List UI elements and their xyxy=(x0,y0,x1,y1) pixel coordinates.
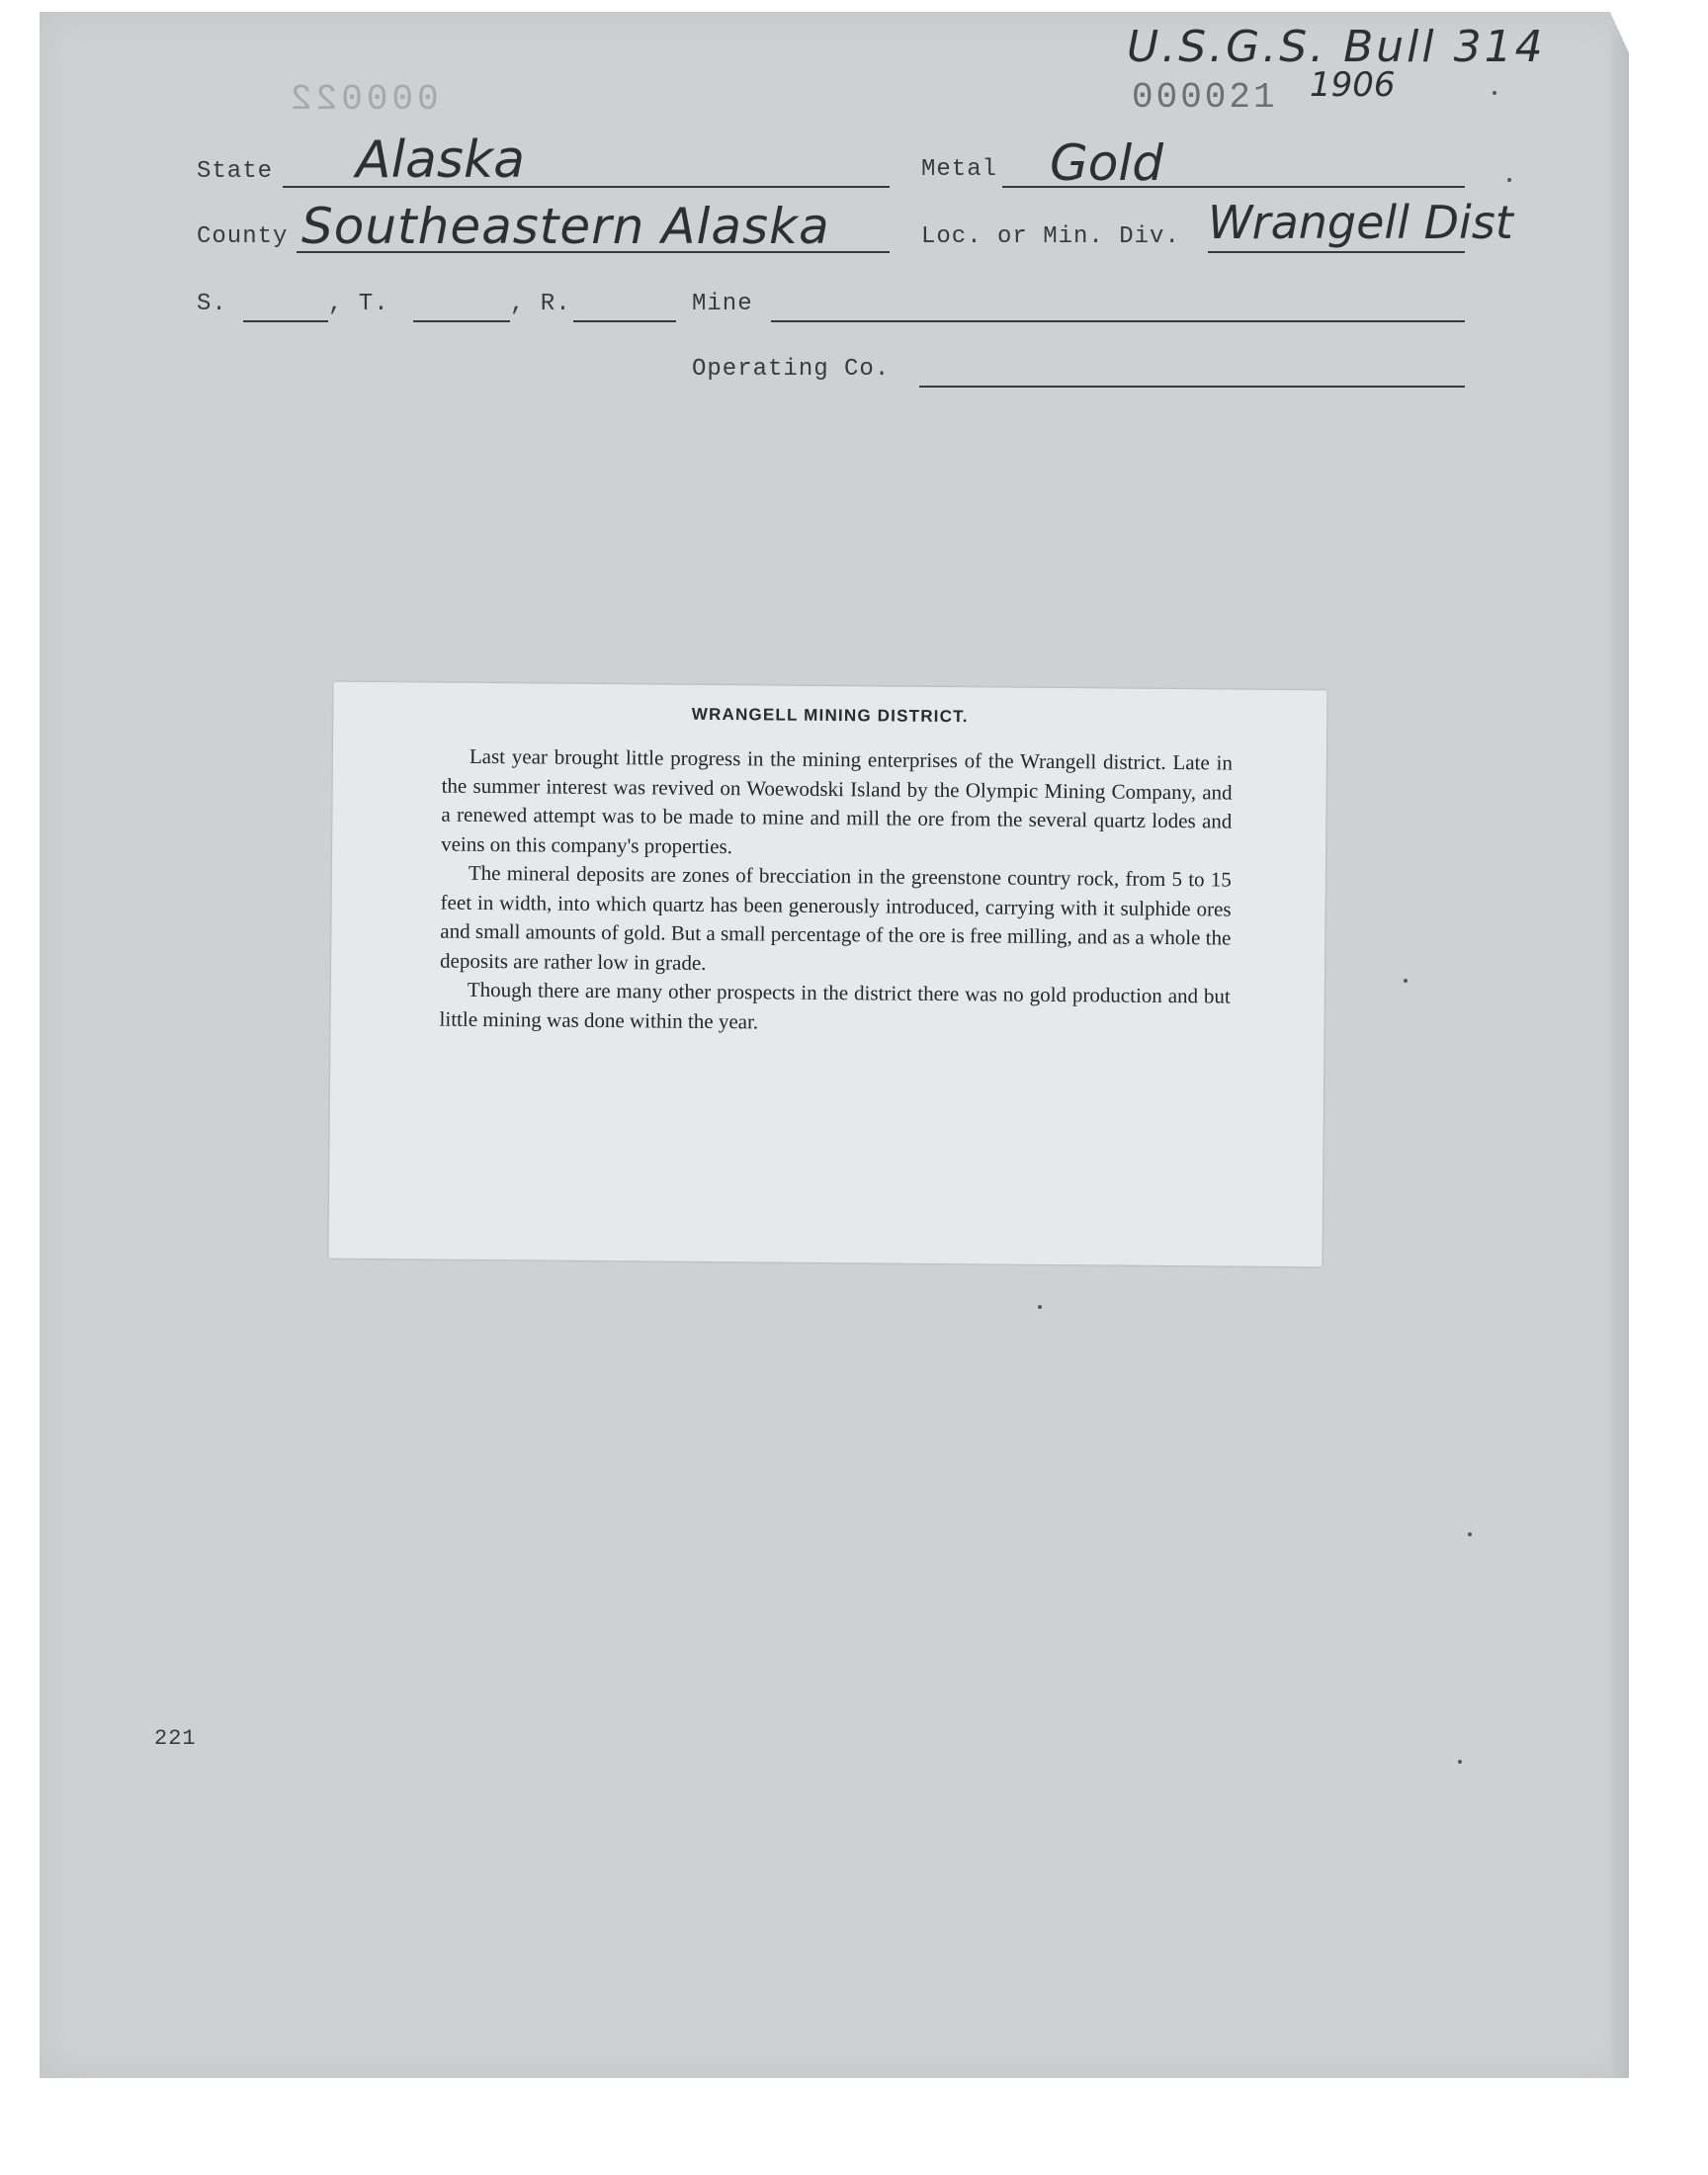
range-line xyxy=(573,320,676,322)
county-value: Southeastern Alaska xyxy=(301,198,830,255)
clipping-body xyxy=(439,742,1233,1041)
township-line xyxy=(413,320,510,322)
speck xyxy=(1458,1760,1462,1764)
clipping-title: WRANGELL MINING DISTRICT. xyxy=(691,704,969,727)
operating-label: Operating Co. xyxy=(692,356,891,383)
mine-line xyxy=(771,320,1465,322)
clipped-corner xyxy=(1609,10,1631,57)
page-number: 221 xyxy=(154,1726,197,1751)
speck xyxy=(1038,1305,1042,1309)
range-label: , R. xyxy=(510,291,571,317)
bulletin-year: 1906 xyxy=(1310,65,1396,105)
speck xyxy=(1507,178,1511,182)
loc-value: Wrangell Dist xyxy=(1208,196,1513,249)
bulletin-note: U.S.G.S. Bull 314 xyxy=(1127,22,1546,72)
state-value: Alaska xyxy=(356,130,525,190)
speck xyxy=(1404,979,1408,983)
clipping-paragraph: Though there are many other prospects in the district there was no gold production and but little mining was done within the year. xyxy=(439,977,1231,1033)
county-label: County xyxy=(197,223,289,250)
state-label: State xyxy=(197,158,274,185)
metal-label: Metal xyxy=(921,156,998,183)
metal-value: Gold xyxy=(1050,134,1163,192)
section-label: S. xyxy=(197,291,227,317)
newspaper-clipping xyxy=(328,682,1326,1267)
mirrored-stamp: 000022 xyxy=(287,79,439,120)
clipping-paragraph: Last year brought little progress in the mining enterprises of the Wrangell district. Late in the summer interest was revived on Woewodski Island by the Olympic Mining Company, and a renewed attempt was to be made to mine and mill the ore from the several quartz lodes and veins on this company's properties. xyxy=(441,743,1233,858)
township-label: , T. xyxy=(328,291,389,317)
card-edge xyxy=(1611,12,1629,2078)
operating-line xyxy=(919,386,1465,388)
mine-label: Mine xyxy=(692,291,753,317)
speck xyxy=(1493,91,1496,95)
record-stamp: 000021 xyxy=(1132,77,1278,118)
section-line xyxy=(243,320,328,322)
loc-line xyxy=(1208,251,1465,253)
speck xyxy=(1468,1532,1472,1536)
clipping-paragraph: The mineral deposits are zones of brecciation in the greenstone country rock, from 5 to 15 feet in width, into which quartz has been generously introduced, carrying with it sulphide ores and small amounts of gold. But a small percentage of the ore is free milling, and as a whole the deposits are rather low in grade. xyxy=(440,860,1232,975)
loc-label: Loc. or Min. Div. xyxy=(921,223,1180,250)
